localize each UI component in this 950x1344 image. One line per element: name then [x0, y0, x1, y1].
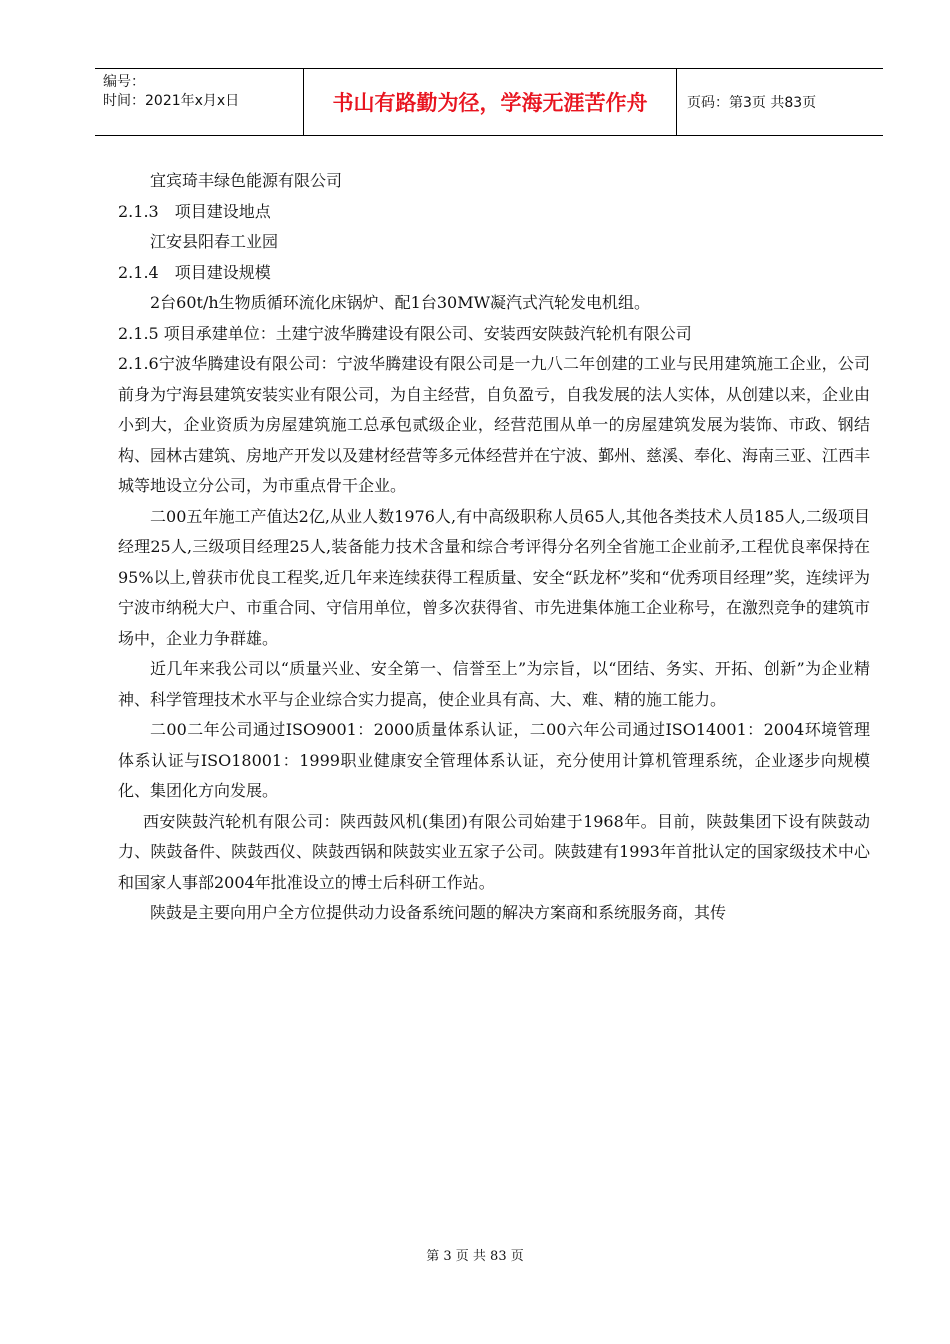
header-page-code: 页码：第3页 共83页 — [687, 95, 817, 111]
section-heading: 2.1.3 项目建设地点 — [118, 201, 271, 221]
paragraph: 江安县阳春工业园 — [150, 232, 279, 251]
header-info — [95, 69, 304, 135]
paragraph: 二00五年施工产值达2亿,从业人数1976人,有中高级职称人员65人,其他各类技术人员185人,二级项目经理25人,三级项目经理25人,装备能力技术含量和综合考评得分名列全省施工企业前矛,工程优良率保持在95%以上,曾获市优良工程奖,近几年来连续获得工程质量、安全“跃龙杯”奖和“优秀项目经理”奖，连续评为宁波市纳税大户、市重合同、守信用单位，曾多次获得省、市先进集体施工企业称号，在激烈竞争的建筑市场中，企业力争群雄。 — [118, 506, 871, 648]
paragraph: 二00二年公司通过ISO9001：2000质量体系认证，二00六年公司通过ISO14001：2004环境管理体系认证与ISO18001：1999职业健康安全管理体系认证，充分使用计算机管理系统，企业逐步向规模化、集团化方向发展。 — [118, 720, 870, 800]
paragraph: 西安陕鼓汽轮机有限公司：陕西鼓风机(集团)有限公司始建于1968年。目前，陕鼓集团下设有陕鼓动力、陕鼓备件、陕鼓西仪、陕鼓西锅和陕鼓实业五家子公司。陕鼓建有1993年首批认定的国家级技术中心和国家人事部2004年批准设立的博士后科研工作站。 — [118, 811, 870, 892]
paragraph: 2.1.6宁波华腾建设有限公司：宁波华腾建设有限公司是一九八二年创建的工业与民用建筑施工企业，公司前身为宁海县建筑安装实业有限公司，为自主经营，自负盈亏，自我发展的法人实体，从创建以来，企业由小到大，企业资质为房屋建筑施工总承包贰级企业，经营范围从单一的房屋建筑发展为装饰、市政、钢结构、园林古建筑、房地产开发以及建材经营等多元体经营并在宁波、鄞州、慈溪、奉化、海南三亚、江西丰城等地设立分公司，为市重点骨干企业。 — [118, 354, 871, 495]
paragraph: 宜宾琦丰绿色能源有限公司 — [150, 171, 343, 190]
document-body — [118, 166, 870, 929]
section-heading: 2.1.5 项目承建单位：土建宁波华腾建设有限公司、安装西安陕鼓汽轮机有限公司 — [118, 323, 692, 343]
page-header — [95, 68, 883, 136]
serial-label: 编号： — [103, 74, 145, 90]
section-heading: 2.1.4 项目建设规模 — [118, 262, 271, 282]
paragraph: 近几年来我公司以“质量兴业、安全第一、信誉至上”为宗旨，以“团结、务实、开拓、创新”为企业精神、科学管理技术水平与企业综合实力提高，使企业具有高、大、难、精的施工能力。 — [118, 659, 870, 709]
page-footer: 第 3 页 共 83 页 — [426, 1249, 524, 1264]
header-motto: 书山有路勤为径，学海无涯苦作舟 — [304, 69, 677, 135]
paragraph: 2台60t/h生物质循环流化床锅炉、配1台30MW凝汽式汽轮发电机组。 — [150, 293, 651, 312]
time-label: 时间：2021年x月x日 — [103, 93, 240, 109]
paragraph: 陕鼓是主要向用户全方位提供动力设备系统问题的解决方案商和系统服务商，其传 — [150, 903, 727, 922]
